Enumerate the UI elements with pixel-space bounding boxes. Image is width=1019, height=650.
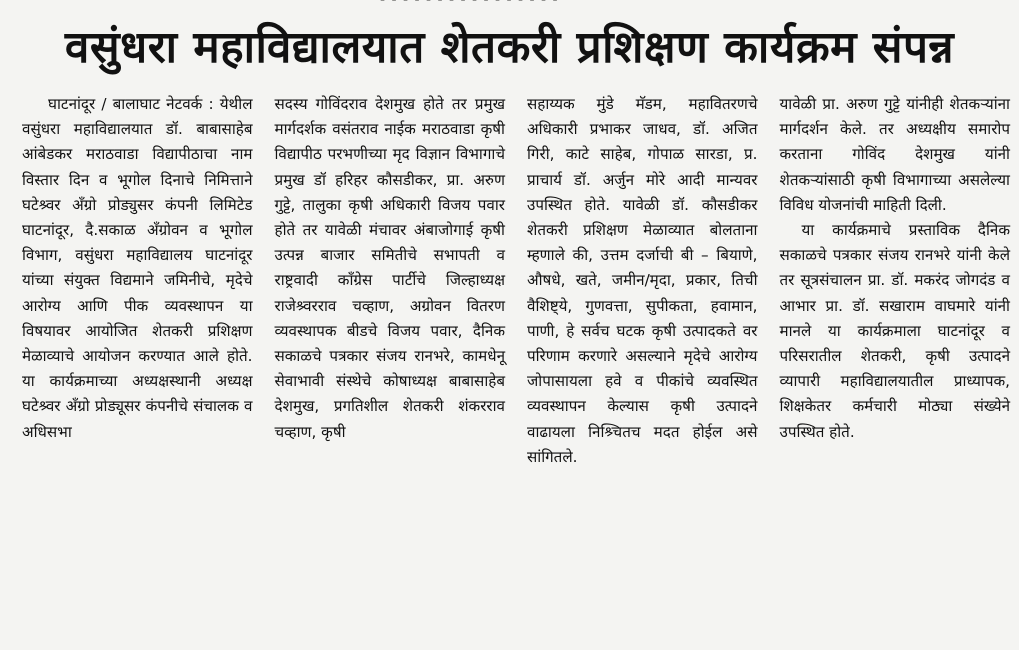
article-column-3 bbox=[527, 92, 758, 632]
cropped-text-strip bbox=[0, 0, 1019, 10]
article-column-1 bbox=[22, 92, 253, 632]
article-body bbox=[22, 92, 1010, 632]
paragraph: सदस्य गोविंदराव देशमुख होते तर प्रमुख मार्गदर्शक वसंतराव नाईक मराठवाडा कृषी विद्यापीठ परभणीच्या मृद विज्ञान विभागाचे प्रमुख डॉ हरिहर कौसडीकर, प्रा. अरुण गुट्टे, तालुका कृषी अधिकारी विजय पवार होते तर यावेळी मंचावर अंबाजोगाई कृषी उत्पन्न बाजार समितीचे सभापती व राष्ट्रवादी काँग्रेस पार्टीचे जिल्हाध्यक्ष राजेश्र्वरराव चव्हाण, अग्रोवन वितरण व्यवस्थापक बीडचे विजय पवार, दैनिक सकाळचे पत्रकार संजय रानभरे, कामधेनू सेवाभावी संस्थेचे कोषाध्यक्ष बाबासाहेब देशमुख, प्रगतिशील शेतकरी शंकरराव चव्हाण, कृषी bbox=[274, 95, 505, 441]
headline: वसुंधरा महाविद्यालयात शेतकरी प्रशिक्षण कार्यक्रम संपन्न bbox=[64, 22, 955, 73]
paragraph: यावेळी प्रा. अरुण गुट्टे यांनीही शेतकऱ्यांना मार्गदर्शन केले. तर अध्यक्षीय समारोप करताना गोविंद देशमुख यांनी शेतकऱ्यांसाठी कृषी विभागाच्या असलेल्या विविध योजनांची माहिती दिली. bbox=[779, 95, 1010, 214]
paragraph: या कार्यक्रमाचे प्रस्ताविक दैनिक सकाळचे पत्रकार संजय रानभरे यांनी केले तर सूत्रसंचालन प्रा. डॉ. मकरंद जोगदंड व आभार प्रा. डॉ. सखाराम वाघमारे यांनी मानले या कार्यक्रमाला घाटनांदूर व परिसरातील शेतकरी, कृषी उत्पादने व्यापारी महाविद्यालयातील प्राध्यापक, शिक्षकेतर कर्मचारी मोठ्या संख्येने उपस्थित होते. bbox=[779, 221, 1010, 441]
article-column-4 bbox=[780, 92, 1011, 632]
paragraph: घाटनांदूर / बालाघाट नेटवर्क : येथील वसुंधरा महाविद्यालयात डॉ. बाबासाहेब आंबेडकर मराठवाडा विद्यापीठाचा नाम विस्तार दिन व भूगोल दिनाचे निमित्ताने घटेश्र्वर अँग्रो प्रोड्युसर कंपनी लिमिटेड घाटनांदूर, दै.सकाळ अँग्रोवन व भूगोल विभाग, वसुंधरा महाविद्यालय घाटनांदूर यांच्या संयुक्त विद्यमाने जमिनीचे, मृदेचे आरोग्य आणि पीक व्यवस्थापन या विषयावर आयोजित शेतकरी प्रशिक्षण मेळाव्याचे आयोजन करण्यात आले होते. या कार्यक्रमाच्या अध्यक्षस्थानी अध्यक्ष घटेश्र्वर अँग्रो प्रोड्यूसर कंपनीचे संचालक व अधिसभा bbox=[22, 95, 253, 441]
paragraph: सहाय्यक मुंडे मॅडम, महावितरणचे अधिकारी प्रभाकर जाधव, डॉ. अजित गिरी, काटे साहेब, गोपाळ सारडा, प्र. प्राचार्य डॉ. अर्जुन मोरे आदी मान्यवर उपस्थित होते. यावेळी डॉ. कौसडीकर शेतकरी प्रशिक्षण मेळाव्यात बोलताना म्हणाले की, उत्तम दर्जाची बी – बियाणे, औषधे, खते, जमीन/मृदा, प्रकार, तिची वैशिष्ट्ये, गुणवत्ता, सुपीकता, हवामान, पाणी, हे सर्वच घटक कृषी उत्पादकते वर परिणाम करणारे असल्याने मृदेचे आरोग्य जोपासायला हवे व पीकांचे व्यवस्थित व्यवस्थापन केल्यास कृषी उत्पादने वाढायला निश्र्चितच मदत होईल असे सांगितले. bbox=[527, 95, 758, 466]
article-column-2 bbox=[275, 92, 506, 632]
cropped-text-remnant: - - - - - - - - - - - - - - - - bbox=[380, 0, 559, 8]
